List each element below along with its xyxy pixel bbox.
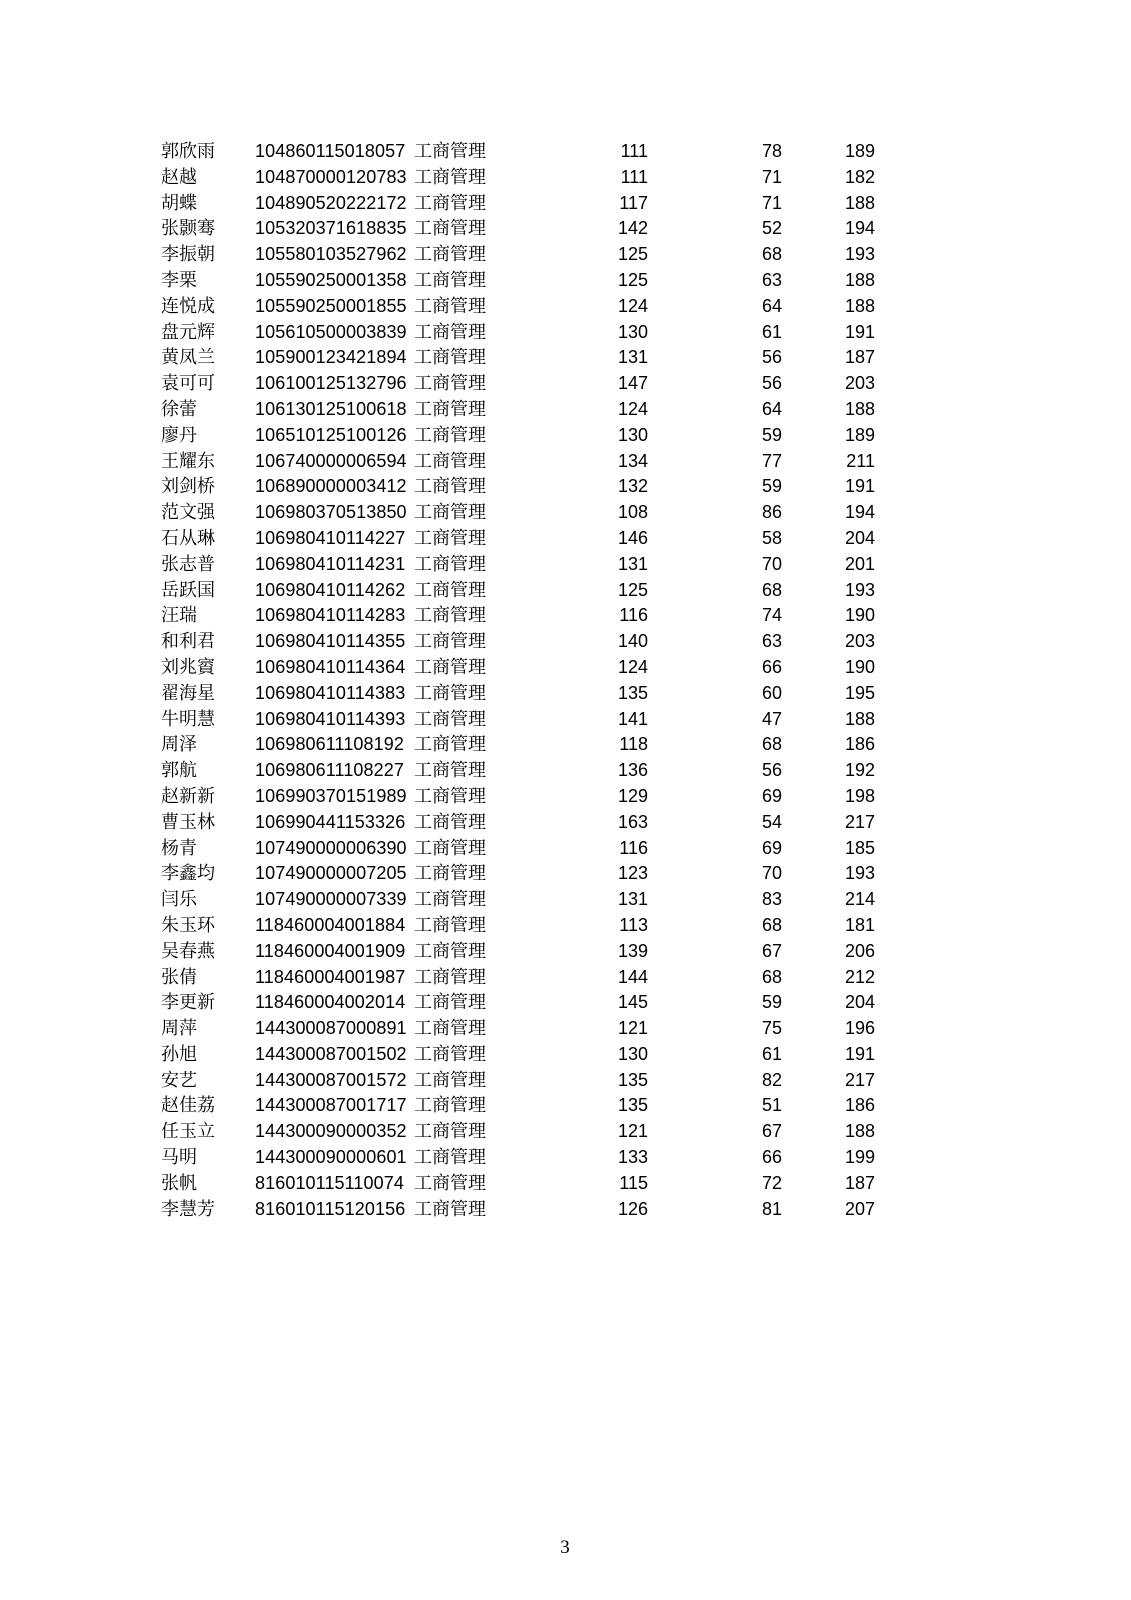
total-score: 192 [844,760,875,781]
table-row [0,526,1131,552]
candidate-id: 106130125100618 [255,398,407,419]
score-2: 75 [761,1018,782,1039]
score-1: 125 [617,244,648,265]
major-name: 工商管理 [414,244,486,266]
candidate-id: 106980410114364 [255,656,406,677]
candidate-id: 106980410114355 [255,631,406,652]
major-name: 工商管理 [414,811,486,833]
candidate-id: 106980410114262 [255,579,406,600]
major-name: 工商管理 [414,1147,486,1169]
total-score: 203 [844,373,875,394]
total-score: 199 [844,1147,875,1168]
major-name: 工商管理 [414,656,486,678]
candidate-name: 杨青 [161,837,197,859]
candidate-id: 106980370513850 [255,502,407,523]
table-row [0,1171,1131,1197]
score-2: 68 [761,244,782,265]
total-score: 193 [844,244,875,265]
table-row [0,965,1131,991]
total-score: 188 [844,398,875,419]
candidate-name: 李振朝 [161,244,215,266]
table-row [0,913,1131,939]
candidate-name: 石从琳 [161,527,215,549]
table-row [0,861,1131,887]
table-row [0,939,1131,965]
score-1: 116 [619,837,648,858]
table-row [0,810,1131,836]
score-1: 140 [617,631,648,652]
candidate-id: 144300087001717 [255,1095,407,1116]
total-score: 198 [844,785,875,806]
major-name: 工商管理 [414,295,486,317]
total-score: 191 [844,321,875,342]
total-score: 182 [844,166,875,187]
candidate-name: 安艺 [161,1069,197,1091]
major-name: 工商管理 [414,914,486,936]
score-2: 63 [761,631,782,652]
total-score: 214 [844,889,875,910]
score-2: 66 [761,656,782,677]
score-2: 68 [761,966,782,987]
major-name: 工商管理 [414,141,486,162]
total-score: 188 [844,708,875,729]
candidate-name: 任玉立 [161,1121,215,1143]
score-1: 139 [617,940,648,961]
score-2: 54 [761,811,782,832]
candidate-id: 107490000006390 [255,837,407,858]
total-score: 211 [846,450,875,471]
total-score: 191 [844,476,875,497]
score-2: 67 [761,1121,782,1142]
score-1: 163 [617,811,648,832]
score-2: 60 [761,682,782,703]
table-row [0,371,1131,397]
candidate-id: 107490000007339 [255,889,407,910]
score-1: 126 [617,1198,648,1219]
candidate-id: 105610500003839 [255,321,407,342]
total-score: 194 [844,502,875,523]
candidate-name: 盘元辉 [161,321,215,343]
candidate-name: 刘兆賨 [161,656,215,678]
total-score: 201 [844,553,875,574]
major-name: 工商管理 [414,708,486,730]
total-score: 190 [844,605,875,626]
table-row [0,836,1131,862]
total-score: 217 [844,1069,875,1090]
major-name: 工商管理 [414,605,486,627]
table-row [0,216,1131,242]
major-name: 工商管理 [414,1095,486,1117]
candidate-id: 106980410114383 [255,682,406,703]
total-score: 204 [844,527,875,548]
score-1: 124 [617,398,648,419]
major-name: 工商管理 [414,502,486,524]
candidate-name: 吴春燕 [161,940,215,962]
major-name: 工商管理 [414,837,486,859]
candidate-name: 张帆 [161,1172,197,1194]
score-1: 115 [619,1172,648,1193]
total-score: 194 [844,218,875,239]
score-1: 113 [619,914,648,935]
total-score: 185 [844,837,875,858]
candidate-name: 张倩 [161,966,197,988]
candidate-id: 106100125132796 [255,373,407,394]
table-row [0,784,1131,810]
score-2: 64 [761,398,782,419]
score-2: 86 [761,502,782,523]
table-row [0,242,1131,268]
total-score: 195 [844,682,875,703]
major-name: 工商管理 [414,1121,486,1143]
major-name: 工商管理 [414,785,486,807]
candidate-name: 郭航 [161,760,197,782]
page-number: 3 [560,1537,570,1558]
score-2: 74 [761,605,782,626]
candidate-name: 赵新新 [161,785,215,807]
candidate-id: 104870000120783 [255,166,407,187]
score-1: 108 [617,502,648,523]
score-1: 116 [619,605,648,626]
score-1: 118 [619,734,648,755]
table-row [0,449,1131,475]
total-score: 204 [844,992,875,1013]
score-2: 59 [761,424,782,445]
table-row [0,629,1131,655]
candidate-name: 翟海星 [161,682,215,704]
candidate-id: 144300090000352 [255,1121,407,1142]
score-1: 124 [617,656,648,677]
score-1: 131 [617,889,648,910]
candidate-name: 廖丹 [161,424,197,446]
total-score: 212 [844,966,875,987]
score-2: 68 [761,734,782,755]
table-row [0,990,1131,1016]
candidate-id: 106980611108192 [255,734,404,755]
candidate-name: 马明 [161,1147,197,1169]
score-1: 134 [617,450,648,471]
major-name: 工商管理 [414,966,486,988]
table-row [0,758,1131,784]
major-name: 工商管理 [414,631,486,653]
candidate-id: 106980410114227 [255,527,406,548]
table-row [0,681,1131,707]
total-score: 181 [844,914,875,935]
score-2: 83 [761,889,782,910]
score-2: 56 [761,347,782,368]
candidate-id: 144300087001572 [255,1069,407,1090]
score-2: 70 [761,863,782,884]
major-name: 工商管理 [414,1198,486,1220]
total-score: 191 [844,1043,875,1064]
major-name: 工商管理 [414,321,486,343]
candidate-id: 106510125100126 [255,424,407,445]
score-1: 130 [617,321,648,342]
major-name: 工商管理 [414,347,486,369]
score-1: 141 [617,708,648,729]
candidate-name: 袁可可 [161,373,215,395]
score-2: 69 [761,837,782,858]
major-name: 工商管理 [414,192,486,214]
table-row [0,268,1131,294]
candidate-id: 816010115120156 [255,1198,406,1219]
candidate-id: 104860115018057 [255,141,406,161]
score-2: 56 [761,760,782,781]
candidate-id: 105900123421894 [255,347,407,368]
table-row [0,397,1131,423]
table-row [0,603,1131,629]
score-1: 124 [617,295,648,316]
candidate-name: 汪瑞 [161,605,197,627]
total-score: 189 [844,141,875,161]
table-row [0,1016,1131,1042]
candidate-name: 李更新 [161,992,215,1014]
candidate-name: 李鑫均 [161,863,215,885]
table-row [0,1042,1131,1068]
total-score: 188 [844,1121,875,1142]
score-1: 111 [620,141,648,161]
total-score: 190 [844,656,875,677]
major-name: 工商管理 [414,940,486,962]
table-row [0,707,1131,733]
total-score: 207 [844,1198,875,1219]
candidate-name: 刘剑桥 [161,476,215,498]
candidate-name: 赵越 [161,166,197,188]
score-1: 117 [619,192,648,213]
candidate-id: 118460004001909 [255,940,406,961]
score-2: 59 [761,992,782,1013]
score-2: 56 [761,373,782,394]
score-2: 78 [761,141,782,161]
candidate-id: 104890520222172 [255,192,407,213]
candidate-id: 118460004001884 [255,914,406,935]
score-1: 121 [617,1121,648,1142]
candidate-id: 106740000006594 [255,450,407,471]
candidate-name: 牛明慧 [161,708,215,730]
score-1: 135 [617,1069,648,1090]
table-row [0,165,1131,191]
major-name: 工商管理 [414,398,486,420]
score-2: 51 [761,1095,782,1116]
candidate-id: 144300090000601 [255,1147,407,1168]
table-row [0,887,1131,913]
major-name: 工商管理 [414,1043,486,1065]
score-2: 58 [761,527,782,548]
candidate-id: 106980611108227 [255,760,404,781]
table-row [0,474,1131,500]
score-2: 68 [761,579,782,600]
candidate-name: 黄凤兰 [161,347,215,369]
score-1: 136 [617,760,648,781]
score-2: 81 [761,1198,782,1219]
table-row [0,500,1131,526]
candidate-id: 106980410114283 [255,605,406,626]
candidate-name: 孙旭 [161,1043,197,1065]
score-1: 145 [617,992,648,1013]
major-name: 工商管理 [414,863,486,885]
score-2: 69 [761,785,782,806]
candidate-name: 周萍 [161,1018,197,1040]
total-score: 196 [844,1018,875,1039]
score-2: 61 [761,321,782,342]
candidate-id: 118460004001987 [255,966,406,987]
major-name: 工商管理 [414,992,486,1014]
candidate-id: 107490000007205 [255,863,407,884]
major-name: 工商管理 [414,1172,486,1194]
score-2: 70 [761,553,782,574]
total-score: 186 [844,1095,875,1116]
table-row [0,294,1131,320]
table-row [0,1093,1131,1119]
score-2: 61 [761,1043,782,1064]
table-row [0,1145,1131,1171]
score-1: 133 [617,1147,648,1168]
total-score: 193 [844,579,875,600]
total-score: 203 [844,631,875,652]
total-score: 193 [844,863,875,884]
score-2: 71 [761,166,782,187]
table-row [0,1197,1131,1223]
candidate-id: 106890000003412 [255,476,407,497]
table-row [0,423,1131,449]
table-row [0,1119,1131,1145]
total-score: 189 [844,424,875,445]
score-1: 132 [617,476,648,497]
score-1: 129 [617,785,648,806]
candidate-name: 徐蕾 [161,398,197,420]
candidate-name: 朱玉环 [161,914,215,936]
major-name: 工商管理 [414,218,486,240]
candidate-id: 106980410114393 [255,708,406,729]
candidate-name: 郭欣雨 [161,141,215,162]
score-1: 146 [617,527,648,548]
major-name: 工商管理 [414,1069,486,1091]
total-score: 206 [844,940,875,961]
table-row [0,552,1131,578]
candidate-id: 106990441153326 [255,811,406,832]
major-name: 工商管理 [414,476,486,498]
score-2: 67 [761,940,782,961]
score-2: 77 [761,450,782,471]
candidate-id: 105580103527962 [255,244,407,265]
score-1: 144 [617,966,648,987]
score-1: 131 [617,553,648,574]
candidate-name: 闫乐 [161,889,197,911]
candidate-id: 105320371618835 [255,218,407,239]
major-name: 工商管理 [414,1018,486,1040]
candidate-name: 赵佳荔 [161,1095,215,1117]
score-2: 71 [761,192,782,213]
score-2: 59 [761,476,782,497]
major-name: 工商管理 [414,760,486,782]
major-name: 工商管理 [414,889,486,911]
candidate-id: 144300087000891 [255,1018,407,1039]
candidate-name: 范文强 [161,502,215,524]
candidate-name: 曹玉林 [161,811,215,833]
candidate-id: 106990370151989 [255,785,407,806]
candidate-name: 和利君 [161,631,215,653]
score-1: 135 [617,682,648,703]
major-name: 工商管理 [414,373,486,395]
candidate-name: 李慧芳 [161,1198,215,1220]
score-1: 121 [617,1018,648,1039]
candidate-id: 816010115110074 [255,1172,404,1193]
score-2: 52 [761,218,782,239]
score-1: 125 [617,269,648,290]
major-name: 工商管理 [414,424,486,446]
score-1: 142 [617,218,648,239]
candidate-name: 胡蝶 [161,192,197,214]
candidate-id: 105590250001358 [255,269,407,290]
score-2: 68 [761,914,782,935]
candidate-id: 118460004002014 [255,992,406,1013]
score-2: 63 [761,269,782,290]
score-1: 130 [617,1043,648,1064]
score-2: 64 [761,295,782,316]
table-row [0,191,1131,217]
score-1: 130 [617,424,648,445]
score-1: 131 [617,347,648,368]
major-name: 工商管理 [414,734,486,756]
major-name: 工商管理 [414,269,486,291]
table-row [0,578,1131,604]
candidate-name: 连悦成 [161,295,215,317]
candidate-name: 张志普 [161,553,215,575]
major-name: 工商管理 [414,579,486,601]
total-score: 188 [844,269,875,290]
candidate-name: 张颢骞 [161,218,215,240]
major-name: 工商管理 [414,166,486,188]
score-1: 147 [617,373,648,394]
candidate-id: 105590250001855 [255,295,407,316]
candidate-id: 106980410114231 [255,553,406,574]
score-1: 135 [617,1095,648,1116]
total-score: 217 [844,811,875,832]
total-score: 186 [844,734,875,755]
major-name: 工商管理 [414,682,486,704]
candidate-name: 王耀东 [161,450,215,472]
score-1: 111 [620,166,648,187]
candidate-name: 岳跃国 [161,579,215,601]
score-1: 123 [617,863,648,884]
total-score: 187 [844,347,875,368]
table-row [0,139,1131,165]
candidate-id: 144300087001502 [255,1043,407,1064]
total-score: 187 [844,1172,875,1193]
table-row [0,732,1131,758]
table-row [0,345,1131,371]
candidate-name: 李栗 [161,269,197,291]
score-2: 82 [761,1069,782,1090]
score-2: 66 [761,1147,782,1168]
major-name: 工商管理 [414,450,486,472]
major-name: 工商管理 [414,553,486,575]
table-row [0,655,1131,681]
major-name: 工商管理 [414,527,486,549]
score-2: 47 [761,708,782,729]
total-score: 188 [844,295,875,316]
candidate-name: 周泽 [161,734,197,756]
table-row [0,320,1131,346]
score-2: 72 [761,1172,782,1193]
total-score: 188 [844,192,875,213]
score-1: 125 [617,579,648,600]
score-table [0,139,1131,1222]
table-row [0,1068,1131,1094]
